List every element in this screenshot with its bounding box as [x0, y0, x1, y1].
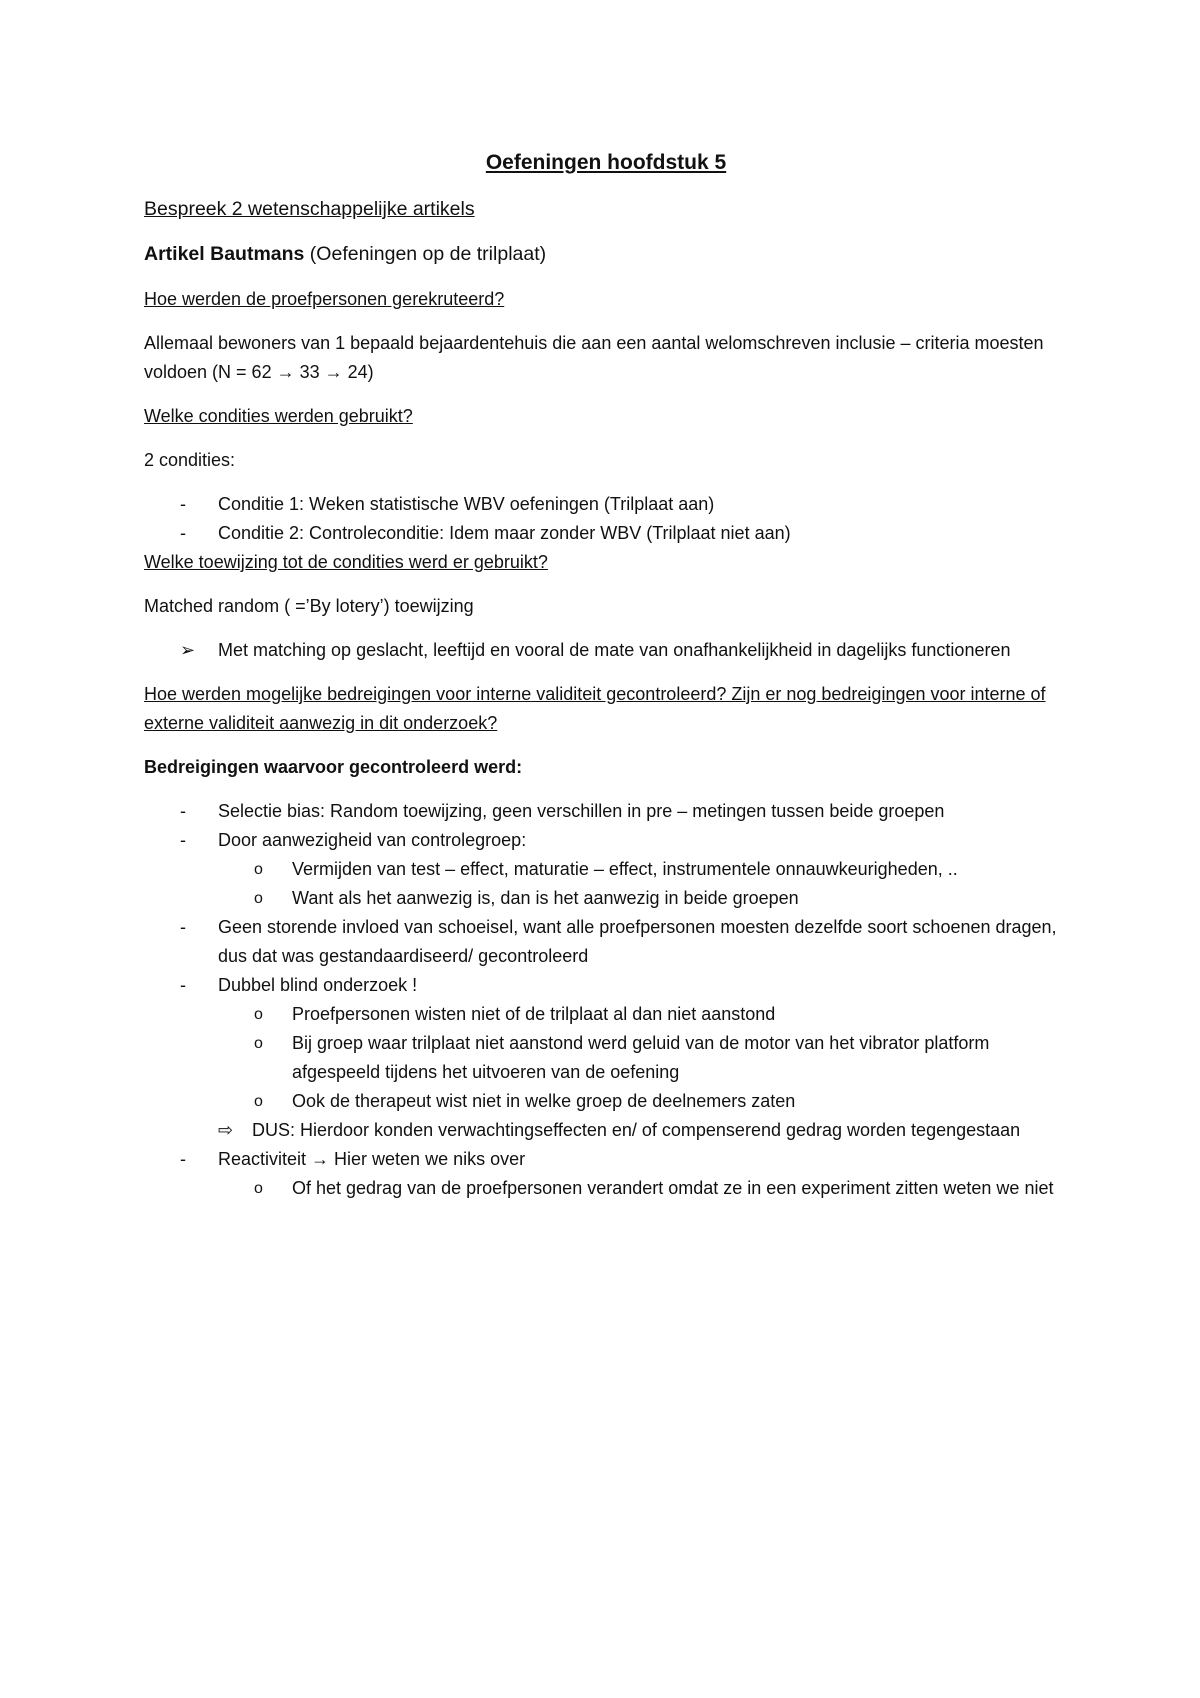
list-item-text: Door aanwezigheid van controlegroep: [218, 830, 527, 850]
list-item [144, 1029, 1068, 1087]
double-blind-sublist [144, 1000, 1068, 1116]
question-assignment: Welke toewijzing tot de condities werd er gebruikt? [144, 552, 548, 572]
hollow-arrow-icon: ⇨ [218, 1120, 234, 1140]
question-conditions: Welke condities werden gebruikt? [144, 406, 413, 426]
list-item-text: Of het gedrag van de proefpersonen verandert omdat ze in een experiment zitten weten we niet [292, 1178, 1054, 1198]
list-item [144, 971, 1068, 1000]
threats-heading: Bedreigingen waarvoor gecontroleerd werd: [144, 757, 523, 777]
circle-bullet: o [254, 861, 263, 878]
list-item [144, 1174, 1068, 1203]
circle-bullet: o [254, 1093, 263, 1110]
arrow-bullet-icon: ➢ [180, 640, 196, 660]
reactivity-sublist [144, 1174, 1068, 1203]
list-item-text: Want als het aanwezig is, dan is het aanwezig in beide groepen [292, 888, 799, 908]
dash-bullet: - [180, 917, 186, 937]
question-validity: Hoe werden mogelijke bedreigingen voor interne validiteit gecontroleerd? Zijn er nog bedreigingen voor interne of externe validiteit aanwezig in dit onderzoek? [144, 684, 1046, 733]
list-item [144, 1000, 1068, 1029]
dash-bullet: - [180, 494, 186, 514]
dash-bullet: - [180, 523, 186, 543]
article-name: Artikel Bautmans [144, 243, 305, 265]
list-item-text: Proefpersonen wisten niet of de trilplaat al dan niet aanstond [292, 1004, 776, 1024]
threats-list-cont [144, 913, 1068, 1000]
threats-list [144, 797, 1068, 855]
article-heading [144, 240, 1068, 269]
list-item [144, 913, 1068, 971]
list-item [144, 826, 1068, 855]
document-title: Oefeningen hoofdstuk 5 [485, 151, 727, 174]
dash-bullet: - [180, 975, 186, 995]
list-item-text: Geen storende invloed van schoeisel, want alle proefpersonen moesten dezelfde soort schoenen dragen, dus dat was gestandaardiseerd/ gecontroleerd [218, 917, 1057, 966]
dash-bullet: - [180, 801, 186, 821]
control-group-sublist [144, 855, 1068, 913]
list-item [144, 490, 1068, 519]
answer-recruitment: Allemaal bewoners van 1 bepaald bejaardentehuis die aan een aantal welomschreven inclusie – criteria moesten voldoen (N = 62 → 33 → 24) [144, 333, 1044, 382]
conclusion-item [144, 1116, 1068, 1145]
answer-conditions-intro: 2 condities: [144, 450, 236, 470]
list-item [144, 855, 1068, 884]
circle-bullet: o [254, 1006, 263, 1023]
article-topic: (Oefeningen op de trilplaat) [304, 243, 547, 265]
list-item-text: Ook de therapeut wist niet in welke groep de deelnemers zaten [292, 1091, 796, 1111]
list-item-text: Selectie bias: Random toewijzing, geen verschillen in pre – metingen tussen beide groepen [218, 801, 945, 821]
circle-bullet: o [254, 1180, 263, 1197]
circle-bullet: o [254, 1035, 263, 1052]
dash-bullet: - [180, 1149, 186, 1169]
dash-bullet: - [180, 830, 186, 850]
threats-list-end [144, 1145, 1068, 1174]
list-item-text: Bij groep waar trilplaat niet aanstond werd geluid van de motor van het vibrator platform afgespeeld tijdens het uitvoeren van de oefening [292, 1033, 990, 1082]
matching-note [144, 636, 1068, 665]
conclusion-text: DUS: Hierdoor konden verwachtingseffecten en/ of compenserend gedrag worden tegengestaan [252, 1120, 1021, 1140]
list-item-text: Vermijden van test – effect, maturatie – effect, instrumentele onnauwkeurigheden, .. [292, 859, 958, 879]
document-content [144, 148, 1068, 1203]
document-subtitle: Bespreek 2 wetenschappelijke artikels [144, 198, 475, 220]
list-item-text: Dubbel blind onderzoek ! [218, 975, 418, 995]
list-item [144, 884, 1068, 913]
conditions-list [144, 490, 1068, 548]
list-item-text: Conditie 1: Weken statistische WBV oefeningen (Trilplaat aan) [218, 494, 715, 514]
circle-bullet: o [254, 890, 263, 907]
question-recruitment: Hoe werden de proefpersonen gerekruteerd? [144, 289, 505, 309]
list-item-text: Reactiviteit → Hier weten we niks over [218, 1149, 526, 1169]
list-item [144, 797, 1068, 826]
list-item [144, 1087, 1068, 1116]
list-item [144, 519, 1068, 548]
answer-assignment: Matched random ( =’By lotery’) toewijzing [144, 596, 474, 616]
matching-note-text: Met matching op geslacht, leeftijd en vooral de mate van onafhankelijkheid in dagelijks functioneren [218, 640, 1011, 660]
list-item [144, 1145, 1068, 1174]
list-item-text: Conditie 2: Controleconditie: Idem maar zonder WBV (Trilplaat niet aan) [218, 523, 791, 543]
